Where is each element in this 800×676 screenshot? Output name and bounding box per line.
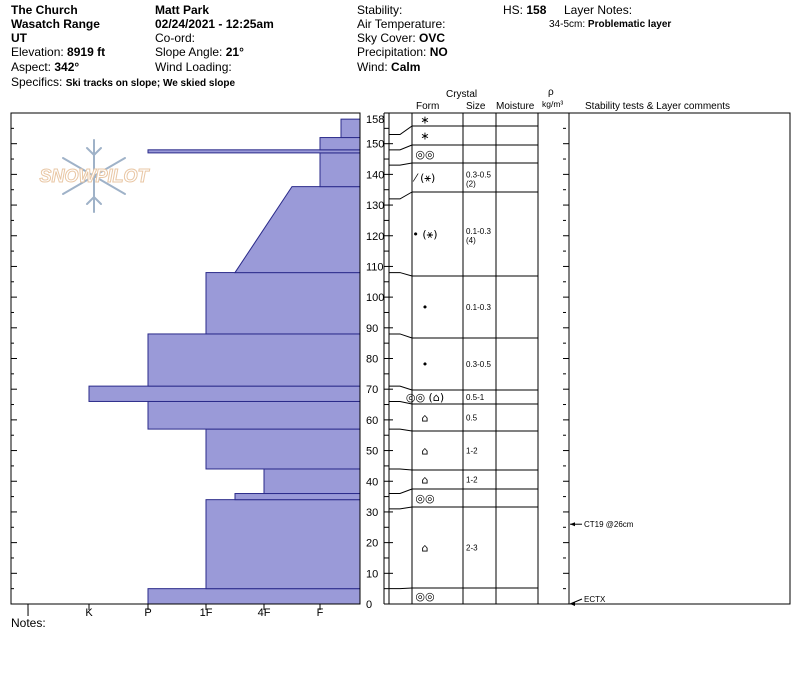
grain-size: 0.3-0.5 xyxy=(466,170,491,180)
slope-label: Slope Angle: xyxy=(155,45,223,59)
density-unit-header: kg/m³ xyxy=(542,99,564,109)
aspect-label: Aspect: xyxy=(11,60,52,74)
specifics-label: Specifics: xyxy=(11,75,63,89)
layer-table xyxy=(389,113,790,604)
hardness-layer-4 xyxy=(206,429,360,469)
precip-value: NO xyxy=(429,45,448,59)
grain-form: ◎◎ xyxy=(415,148,435,161)
elevation-label: Elevation: xyxy=(11,45,64,59)
height-tick-label: 0 xyxy=(366,599,373,611)
hardness-layer-3 xyxy=(264,469,360,494)
rho-header: ρ xyxy=(548,87,554,98)
hardness-tick-label: I xyxy=(26,607,30,619)
wind-loading-label: Wind Loading: xyxy=(155,60,232,74)
layer-connector xyxy=(389,469,412,470)
layer-connector xyxy=(389,145,412,150)
hardness-tick-label: K xyxy=(85,607,93,619)
hardness-layer-2 xyxy=(235,494,360,500)
grain-form: ⌂ xyxy=(421,411,429,425)
size-header: Size xyxy=(466,101,486,112)
hardness-layer-0 xyxy=(148,589,360,604)
height-tick-label: 150 xyxy=(366,138,385,151)
aspect-value: 342° xyxy=(54,60,80,74)
hardness-tick-label: 4F xyxy=(257,607,271,619)
snowpilot-logo xyxy=(40,140,151,212)
elevation-value: 8919 ft xyxy=(67,45,106,59)
grain-form: ◎◎ (⌂) xyxy=(405,391,445,404)
hardness-tick-label: F xyxy=(316,607,324,619)
grain-form: • (⚹) xyxy=(412,228,438,241)
grain-size: 0.1-0.3 xyxy=(466,303,491,312)
grain-form: ⌂ xyxy=(421,541,429,555)
sky-value: OVC xyxy=(419,31,446,45)
wind-label: Wind: xyxy=(357,60,388,74)
height-tick-label: 70 xyxy=(366,384,379,397)
observation-datetime: 02/24/2021 - 12:25am xyxy=(155,17,274,31)
test-arrow xyxy=(570,522,575,526)
layer-connector xyxy=(389,429,412,431)
height-tick-label: 20 xyxy=(366,537,379,550)
hardness-layer-9 xyxy=(235,187,360,273)
grain-size: 0.5-1 xyxy=(466,393,485,402)
stability-test: ECTX xyxy=(584,595,606,604)
grain-size-count: (2) xyxy=(466,179,476,189)
height-tick-label: 80 xyxy=(366,353,379,366)
layer-connector xyxy=(389,334,412,338)
height-tick-label: 60 xyxy=(366,414,379,427)
height-tick-label: 30 xyxy=(366,506,379,519)
grain-form: ⌂ xyxy=(421,444,429,458)
hardness-tick-label: P xyxy=(144,607,152,619)
height-tick-label: 100 xyxy=(366,292,385,305)
layer-note-depth: 34-5cm: xyxy=(549,19,586,30)
observer-name: Matt Park xyxy=(155,3,210,17)
grain-form: ⁄ (⚹) xyxy=(414,171,436,185)
height-tick-label: 158 xyxy=(366,114,385,127)
hardness-layer-12 xyxy=(320,138,360,150)
height-tick-label: 90 xyxy=(366,322,379,335)
grain-size: 1-2 xyxy=(466,475,478,485)
layer-connector xyxy=(389,489,412,494)
hardness-profile xyxy=(89,119,360,604)
location-name: The Church xyxy=(11,3,78,17)
hardness-layer-7 xyxy=(148,334,360,386)
height-tick-label: 130 xyxy=(366,200,385,213)
table-frame xyxy=(389,113,790,604)
layer-notes-label: Layer Notes: xyxy=(564,3,633,17)
logo-text: SNOWPILOT xyxy=(39,166,149,186)
notes-label: Notes: xyxy=(11,616,46,630)
grain-size: 1-2 xyxy=(466,446,478,456)
hardness-layer-10 xyxy=(320,153,360,187)
hardness-layer-5 xyxy=(148,401,360,429)
hs-value: 158 xyxy=(526,3,547,17)
wind-value: Calm xyxy=(391,60,421,74)
height-tick-label: 40 xyxy=(366,476,379,489)
precip-label: Precipitation: xyxy=(357,45,427,59)
grain-size: 0.3-0.5 xyxy=(466,360,491,369)
hardness-layer-8 xyxy=(206,273,360,334)
hardness-tick-label: 1F xyxy=(199,607,213,619)
test-leader xyxy=(570,599,582,604)
hardness-axis xyxy=(26,604,323,619)
form-header: Form xyxy=(416,101,440,112)
range-name: Wasatch Range xyxy=(11,17,100,31)
grain-form: ∗ xyxy=(420,129,430,143)
grain-form: ⌂ xyxy=(421,473,429,487)
sky-label: Sky Cover: xyxy=(357,31,416,45)
layer-note-text: Problematic layer xyxy=(587,19,672,30)
hardness-layer-6 xyxy=(89,386,360,401)
hardness-layer-13 xyxy=(341,119,360,137)
stability-comments-header: Stability tests & Layer comments xyxy=(585,101,731,112)
grain-form: ∗ xyxy=(420,113,430,127)
height-tick-label: 50 xyxy=(366,445,379,458)
hardness-layer-1 xyxy=(206,500,360,589)
grain-form: ◎◎ xyxy=(415,492,435,505)
grain-form: • xyxy=(421,358,429,371)
stability-test: CT19 @26cm xyxy=(584,520,634,530)
grain-size: 0.1-0.3 xyxy=(466,227,491,236)
grain-size: 2-3 xyxy=(466,543,478,553)
air-temp-label: Air Temperature: xyxy=(357,17,446,31)
layer-connector xyxy=(389,588,412,589)
layer-connector xyxy=(389,273,412,276)
grain-form: ◎◎ xyxy=(415,590,435,603)
stability-label: Stability: xyxy=(357,3,403,17)
stability-tests xyxy=(570,520,634,606)
layer-connector xyxy=(389,192,412,199)
coord-label: Co-ord: xyxy=(155,31,196,45)
height-tick-label: 10 xyxy=(366,568,379,581)
hs-label: HS: xyxy=(503,3,524,17)
layer-connector xyxy=(389,126,412,134)
grain-size: 0.5 xyxy=(466,413,478,423)
state-name: UT xyxy=(11,31,27,45)
height-tick-label: 120 xyxy=(366,230,385,243)
grain-size-count: (4) xyxy=(466,236,476,245)
height-tick-label: 140 xyxy=(366,169,385,182)
layer-connector xyxy=(389,163,412,165)
grain-form: • xyxy=(421,301,429,314)
layer-connector xyxy=(389,507,412,509)
specifics-value: Ski tracks on slope; We skied slope xyxy=(65,78,236,89)
slope-value: 21° xyxy=(225,45,244,59)
moisture-header: Moisture xyxy=(496,101,535,112)
height-tick-label: 110 xyxy=(366,261,384,274)
crystal-header: Crystal xyxy=(446,89,478,100)
